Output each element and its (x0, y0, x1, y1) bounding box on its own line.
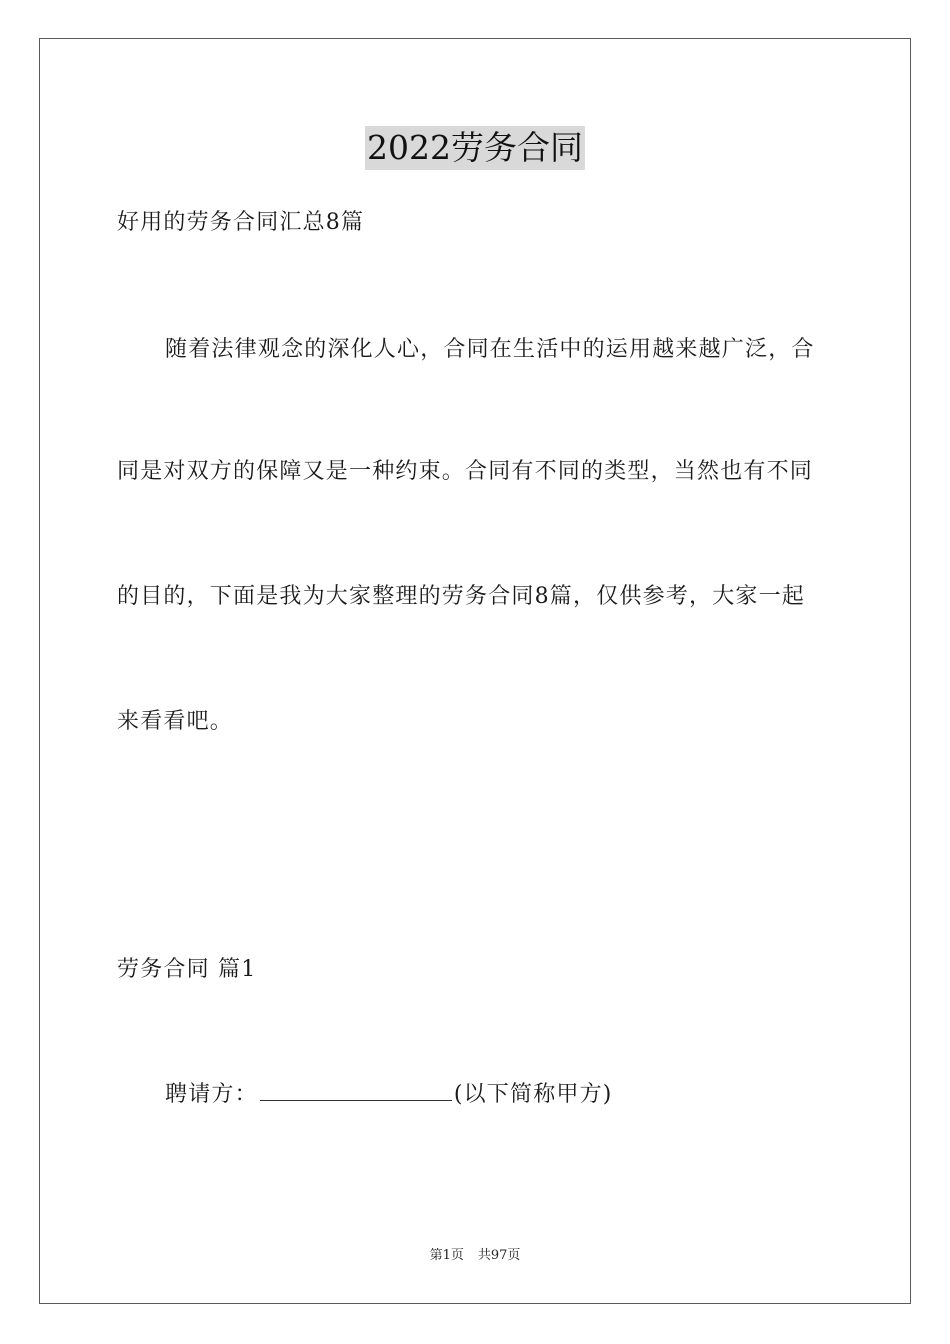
document-subtitle: 好用的劳务合同汇总8篇 (117, 210, 365, 235)
section-heading: 劳务合同 篇1 (117, 957, 257, 982)
party-line (165, 1080, 613, 1110)
party-label: 聘请方： (165, 1082, 258, 1107)
intro-paragraph-line-2: 同是对双方的保障又是一种约束。合同有不同的类型，当然也有不同 (117, 459, 814, 484)
intro-paragraph-line-3: 的目的，下面是我为大家整理的劳务合同8篇，仅供参考，大家一起 (117, 584, 805, 609)
document-title: 2022劳务合同 (365, 126, 585, 170)
party-name-blank (260, 1080, 452, 1101)
page-total: 共97页 (477, 1248, 521, 1263)
intro-paragraph-line-1: 随着法律观念的深化人心，合同在生活中的运用越来越广泛，合 (165, 337, 815, 362)
page-number: 第1页 (429, 1248, 464, 1263)
party-suffix: (以下简称甲方) (453, 1082, 613, 1107)
intro-paragraph-line-4: 来看看吧。 (117, 709, 234, 734)
page-footer (0, 1247, 950, 1265)
title-container (0, 126, 950, 170)
